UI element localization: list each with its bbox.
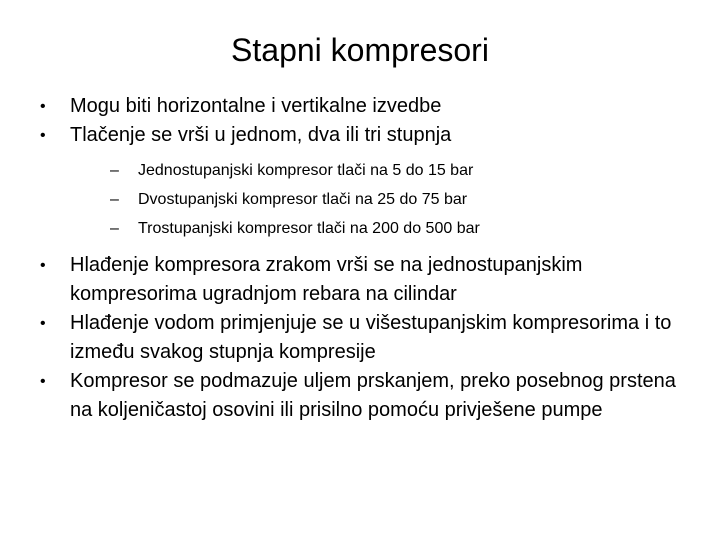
bullet-glyph: • [40, 127, 46, 144]
dash-glyph: – [110, 191, 119, 208]
bullet-item [36, 121, 686, 243]
bullet-item [36, 367, 686, 425]
bullet-text: Hlađenje kompresora zrakom vrši se na jednostupanjskim kompresorima ugradnjom rebara na cilindar [70, 254, 583, 305]
sub-bullet-text: Jednostupanjski kompresor tlači na 5 do 15 bar [138, 162, 474, 179]
sub-bullet-item [70, 214, 686, 243]
bullet-text: Mogu biti horizontalne i vertikalne izvedbe [70, 95, 442, 117]
dash-glyph: – [110, 162, 119, 179]
slide-title: Stapni kompresori [231, 32, 489, 68]
bullet-item [36, 251, 686, 309]
bullet-text: Hlađenje vodom primjenjuje se u višestupanjskim kompresorima i to između svakog stupnja kompresije [70, 312, 672, 363]
bullet-glyph: • [40, 257, 46, 274]
sub-bullet-item [70, 156, 686, 185]
slide-content [36, 92, 686, 425]
sub-bullet-item [70, 185, 686, 214]
bullet-glyph: • [40, 315, 46, 332]
bullet-text: Tlačenje se vrši u jednom, dva ili tri stupnja [70, 124, 452, 146]
sub-bullet-text: Trostupanjski kompresor tlači na 200 do 500 bar [138, 220, 480, 237]
dash-glyph: – [110, 220, 119, 237]
bullet-list [36, 92, 686, 425]
sub-bullet-text: Dvostupanjski kompresor tlači na 25 do 75 bar [138, 191, 468, 208]
bullet-glyph: • [40, 373, 46, 390]
bullet-item [36, 309, 686, 367]
bullet-item [36, 92, 686, 121]
sub-bullet-list [70, 156, 686, 243]
bullet-text: Kompresor se podmazuje uljem prskanjem, preko posebnog prstena na koljeničastoj osovini ili prisilno pomoću privješene pumpe [70, 370, 676, 421]
bullet-glyph: • [40, 98, 46, 115]
